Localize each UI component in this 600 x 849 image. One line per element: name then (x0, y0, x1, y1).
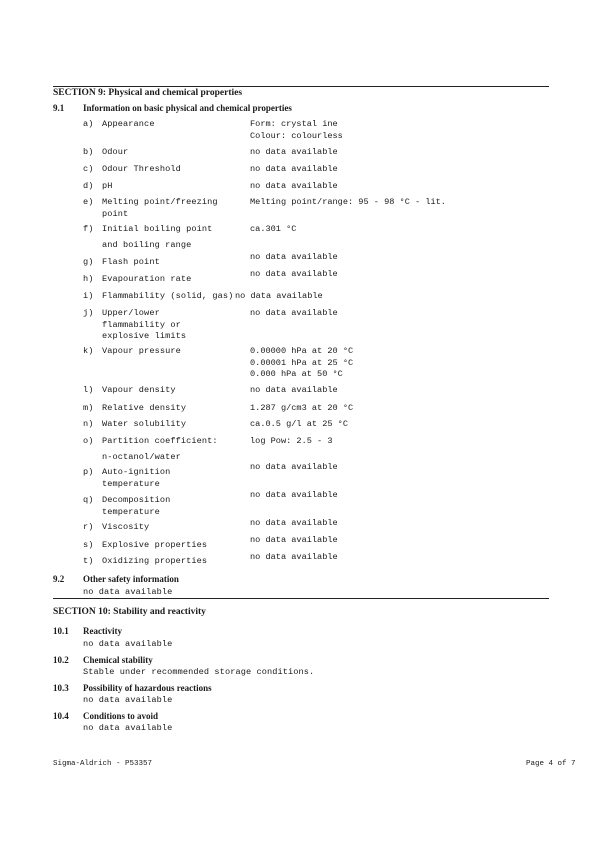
property-value: no data available (250, 462, 338, 472)
subsection-10-1-number: 10.1 (53, 626, 69, 636)
property-letter: m) (83, 403, 94, 413)
property-value: no data available (250, 269, 338, 279)
property-label: flammability or (102, 319, 181, 330)
property-label: Relative density (102, 403, 187, 413)
subsection-9-2-text: no data available (83, 587, 173, 597)
property-value: 0.00000 hPa at 20 °C (250, 346, 354, 356)
subsection-10-4-number: 10.4 (53, 711, 69, 721)
property-value: 0.000 hPa at 50 °C (250, 369, 343, 379)
footer-left: Sigma-Aldrich - P53357 (53, 760, 153, 768)
property-value: no data available (250, 308, 338, 318)
property-value: ca.0.5 g/l at 25 °C (250, 419, 348, 429)
subsection-10-1-title: Reactivity (83, 626, 122, 636)
property-letter: e) (83, 197, 94, 207)
subsection-9-1-number: 9.1 (53, 103, 65, 113)
subsection-10-2-title: Chemical stability (83, 655, 153, 665)
property-label: temperature (102, 478, 160, 489)
subsection-10-3-number: 10.3 (53, 683, 69, 693)
property-letter: d) (83, 181, 94, 191)
property-letter: c) (83, 164, 94, 174)
property-label: Upper/lower (102, 308, 160, 318)
property-label: n-octanol/water (102, 452, 181, 462)
property-letter: l) (83, 385, 94, 395)
property-letter: a) (83, 119, 94, 129)
property-label: point (102, 208, 129, 219)
property-value: no data available (250, 490, 338, 500)
property-value: ca.301 °C (250, 224, 297, 234)
property-value: no data available (235, 291, 323, 301)
property-value: no data available (250, 164, 338, 174)
property-letter: r) (83, 522, 94, 532)
subsection-9-1-title: Information on basic physical and chemical properties (83, 103, 292, 113)
property-letter: q) (83, 495, 94, 505)
footer-page-number: Page 4 of 7 (526, 760, 576, 768)
property-value: 0.00001 hPa at 25 °C (250, 357, 354, 368)
property-value: 1.287 g/cm3 at 20 °C (250, 403, 354, 413)
property-letter: h) (83, 274, 94, 284)
section-10-title: SECTION 10: Stability and reactivity (53, 607, 206, 617)
property-value: no data available (250, 147, 338, 157)
property-value: Melting point/range: 95 - 98 °C - lit. (250, 197, 446, 207)
property-label: pH (102, 181, 113, 191)
subsection-9-2-title: Other safety information (83, 574, 179, 584)
property-label: explosive limits (102, 331, 187, 341)
subsection-10-2-text: Stable under recommended storage conditions. (83, 667, 315, 677)
property-label: Melting point/freezing (102, 197, 218, 207)
property-label: Odour Threshold (102, 164, 181, 174)
property-value: no data available (250, 518, 338, 528)
property-letter: t) (83, 556, 94, 566)
property-label: Flash point (102, 257, 160, 267)
property-label: Decomposition (102, 495, 171, 505)
property-letter: j) (83, 308, 94, 318)
property-label: Initial boiling point (102, 224, 213, 234)
property-label: Partition coefficient: (102, 436, 218, 446)
property-letter: k) (83, 346, 94, 356)
property-label: Vapour density (102, 385, 176, 395)
property-value: no data available (250, 552, 338, 562)
property-label: Odour (102, 147, 129, 157)
property-letter: n) (83, 419, 94, 429)
property-value: Form: crystal ine (250, 119, 338, 129)
property-value: no data available (250, 535, 338, 545)
property-label: Evapouration rate (102, 274, 192, 284)
property-letter: i) (83, 291, 94, 301)
subsection-9-2-number: 9.2 (53, 574, 65, 584)
property-label: and boiling range (102, 240, 192, 250)
property-letter: o) (83, 436, 94, 446)
property-value: log Pow: 2.5 - 3 (250, 436, 333, 446)
property-value: no data available (250, 181, 338, 191)
property-label: Oxidizing properties (102, 556, 208, 566)
property-label: Viscosity (102, 522, 150, 532)
subsection-10-4-title: Conditions to avoid (83, 711, 159, 721)
subsection-10-1-text: no data available (83, 639, 173, 649)
subsection-10-3-title: Possibility of hazardous reactions (83, 683, 212, 693)
subsection-10-3-text: no data available (83, 695, 173, 705)
property-value: Colour: colourless (250, 130, 343, 141)
subsection-10-2-number: 10.2 (53, 655, 69, 665)
property-value: no data available (250, 252, 338, 262)
property-value: no data available (250, 385, 338, 395)
property-letter: s) (83, 540, 94, 550)
property-letter: g) (83, 257, 94, 267)
property-letter: f) (83, 224, 94, 234)
property-letter: b) (83, 147, 94, 157)
section-9-top-rule (53, 86, 549, 87)
property-label: Flammability (solid, gas) (102, 291, 234, 301)
property-label: temperature (102, 506, 160, 517)
property-letter: p) (83, 467, 94, 477)
property-label: Water solubility (102, 419, 187, 429)
property-label: Vapour pressure (102, 346, 181, 356)
subsection-10-4-text: no data available (83, 723, 173, 733)
section-10-top-rule (53, 598, 549, 599)
property-label: Auto-ignition (102, 467, 171, 477)
section-9-title: SECTION 9: Physical and chemical properties (53, 88, 243, 98)
property-label: Appearance (102, 119, 155, 129)
property-label: Explosive properties (102, 540, 208, 550)
